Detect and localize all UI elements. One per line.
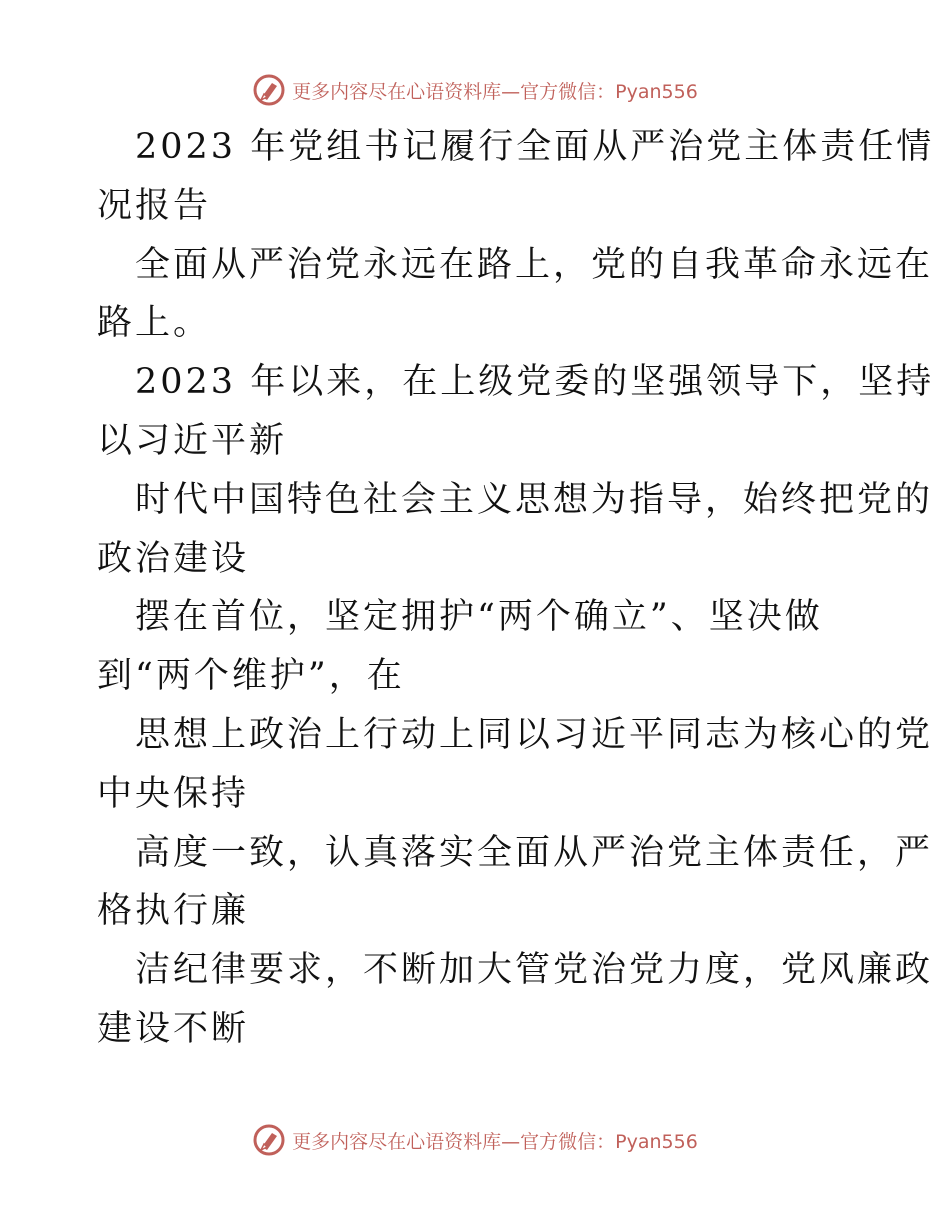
paragraph-line: 摆在首位，坚定拥护“两个确立”、坚决做 bbox=[135, 597, 823, 638]
paragraph-line: 洁纪律要求，不断加大管党治党力度，党风廉政 bbox=[135, 950, 934, 991]
paragraph-line: 格执行廉 bbox=[97, 891, 250, 932]
paragraph-line: 高度一致，认真落实全面从严治党主体责任，严 bbox=[135, 832, 934, 873]
title-line-2: 况报告 bbox=[97, 185, 212, 226]
footer-watermark-banner bbox=[0, 1122, 950, 1158]
pen-nib-logo-icon bbox=[252, 1123, 286, 1157]
header-watermark-text: 更多内容尽在心语资料库—官方微信：Pyan556 bbox=[292, 80, 698, 103]
pen-nib-logo-icon bbox=[252, 73, 286, 107]
document-body bbox=[97, 118, 935, 1059]
header-watermark-banner bbox=[0, 72, 950, 108]
footer-watermark-text: 更多内容尽在心语资料库—官方微信：Pyan556 bbox=[292, 1130, 698, 1153]
paragraph-line: 以习近平新 bbox=[97, 420, 288, 461]
paragraph-line: 时代中国特色社会主义思想为指导，始终把党的 bbox=[135, 479, 934, 520]
paragraph-line: 中央保持 bbox=[97, 773, 250, 814]
paragraph-line: 思想上政治上行动上同以习近平同志为核心的党 bbox=[135, 714, 934, 755]
paragraph-line: 全面从严治党永远在路上，党的自我革命永远在 bbox=[135, 244, 934, 285]
paragraph-line: 到“两个维护”，在 bbox=[97, 656, 405, 697]
title-line-1: 2023 年党组书记履行全面从严治党主体责任情 bbox=[135, 127, 935, 167]
paragraph-line: 政治建设 bbox=[97, 538, 250, 579]
paragraph-line: 2023 年以来，在上级党委的坚强领导下，坚持 bbox=[135, 362, 935, 403]
paragraph-line: 路上。 bbox=[97, 303, 212, 344]
paragraph-line: 建设不断 bbox=[97, 1008, 250, 1049]
